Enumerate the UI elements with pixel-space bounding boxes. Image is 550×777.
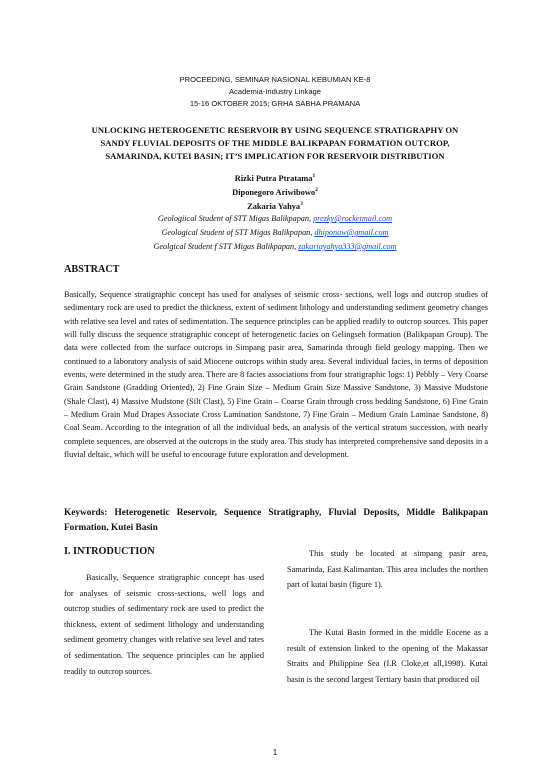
author-1 — [0, 170, 550, 185]
affiliation-1-text: Geologiical Student of STT Migas Balikpapan, — [157, 214, 314, 223]
paper-title-line-1: UNLOCKING HETEROGENETIC RESERVOIR BY USING SEQUENCE STRATIGRAPHY ON — [91, 125, 459, 135]
keywords-text: Heterogenetic Reservoir, Sequence Stratigraphy, Fluvial Deposits, Middle Balikpapan Formation, Kutei Basin — [64, 508, 488, 533]
keywords — [64, 506, 488, 536]
page-number: 1 — [272, 748, 278, 757]
introduction-left-paragraph: Basically, Sequence stratigraphic concept has used for analyses of seismic cross-sections, well logs and outcrop studies of sedimentary rock are used to predict the thickness, extent of sediment lithology and understanding sediment geometry changes with relative sea level and rates of sedimentation. The sequence principles can be applied readily to outcrop sources. — [64, 573, 264, 676]
author-2-sup: 2 — [315, 187, 318, 193]
author-3-sup: 3 — [300, 201, 303, 207]
affiliation-2 — [0, 226, 550, 239]
introduction-heading: I. INTRODUCTION — [64, 546, 155, 557]
conference-name: PROCEEDING, SEMINAR NASIONAL KEBUMIAN KE-8 — [179, 75, 371, 84]
author-3-name: Zakaria Yahya — [247, 201, 301, 211]
affiliation-1-email-link[interactable]: prezky@rocketmail.com — [313, 214, 393, 223]
abstract-heading: ABSTRACT — [64, 264, 120, 275]
introduction-right-paragraph-1: This study be located at simpang pasir area, Samarinda, East Kalimantan. This area includes the northen part of kutai basin (figure 1). — [287, 549, 488, 590]
affiliation-1 — [0, 212, 550, 225]
affiliation-3 — [0, 240, 550, 253]
author-2 — [0, 184, 550, 199]
author-1-name: Rizki Putra Ptratama — [234, 173, 313, 183]
affiliation-3-email-link[interactable]: zakariayahya333@gmail.com — [298, 242, 397, 251]
conference-subtitle: Academia-Industry Linkage — [228, 87, 322, 96]
affiliation-2-text: Geological Student of STT Migas Balikpapan, — [161, 228, 315, 237]
affiliation-3-text: Geolgical Student f STT Migas Balikpapan, — [153, 242, 299, 251]
conference-date-venue: 15-16 OKTOBER 2015; GRHA SABHA PRAMANA — [189, 99, 361, 108]
introduction-right-paragraph-2: The Kutai Basin formed in the middle Eocene as a result of extension linked to the opening of the Makassar Straits and Philippine Sea (I.R Cloke,et all,1998). Kutai basin is the second largest Tertiary basin that produced oil — [287, 628, 488, 684]
paper-title-line-3: SAMARINDA, KUTEI BASIN; IT’S IMPLICATION FOR RESERVOIR DISTRIBUTION — [105, 151, 445, 161]
keywords-label: Keywords: — [64, 508, 108, 518]
paper-title-line-2: SANDY FLUVIAL DEPOSITS OF THE MIDDLE BALIKPAPAN FORMATION OUTCROP, — [100, 138, 450, 148]
author-2-name: Diponegoro Ariwibowo — [232, 187, 316, 197]
abstract-body: Basically, Sequence stratigraphic concept has used for analyses of seismic cross- sections, well logs and outcrop studies of sedimentary rock are used to predict the thickness, extent of sediment lithology and understanding sediment geometry changes with relative sea level and rates of sedimentation. The sequence principles can be applied readily to outcrop sources. This paper will fully discuss the sequence stratigraphic concept of heterogenetic facies on Gelingseh formation (Balikpapan Group). The data were collected from the surface outcrops in Simpang pasir area, Samarinda through field geology mapping. Then we continued to a laboratory analysis of said Miocene outcrops within study area. Several individual facies, in terms of deposition events, were determined in the study area. There are 8 facies associations from four stratigraphic logs: 1) Pebbly – Very Coarse Grain Sandstone (Gradding Oriented), 2) Fine Grain Size – Medium Grain Size Massive Sandstone, 3) Massive Mudstone (Shale Clast), 4) Massive Mudstone (Silt Clast), 5) Fine Grain – Coarse Grain through cross bedding Sandstone, 6) Fine Grain – Medium Grain Mud Drapes Associate Cross Lamination Sandstone, 7) Fine Grain – Medium Grain Laminae Sandstone, 8) Coal Seam. According to the integration of all the individual beds, an analysis of the vertical stratum succession, with nearly complete sequences, are observed at the outcrops in the study area. This study has interpreted comprehensive sand deposits in a fluvial deltaic, which will be useful to encourage future exploration and development. — [64, 290, 488, 460]
author-3 — [0, 198, 550, 213]
affiliation-2-email-link[interactable]: dhiponaw@gmail.com — [314, 228, 389, 237]
author-1-sup: 1 — [312, 173, 316, 179]
